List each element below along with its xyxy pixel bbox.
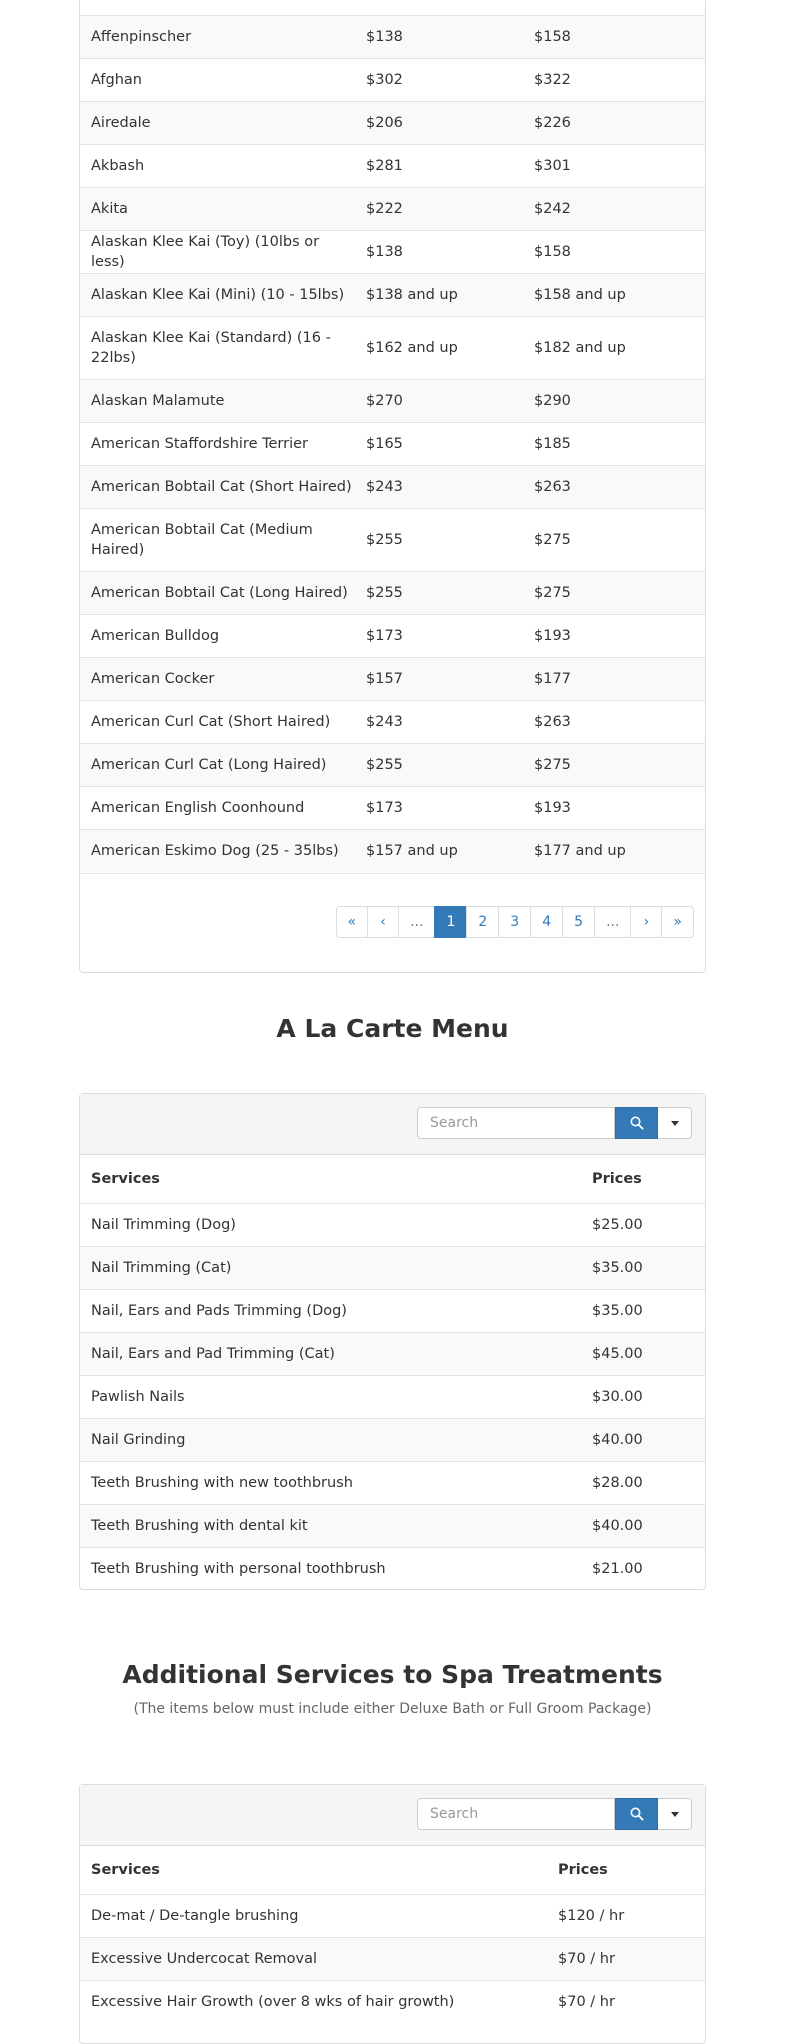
breed-name: Affenpinscher — [91, 29, 192, 45]
breed-name: American Bobtail Cat (Medium Haired) — [91, 522, 313, 558]
price-cell: $138 — [366, 244, 403, 260]
breed-table — [80, 15, 705, 872]
breed-name: Alaskan Klee Kai (Standard) (16 - 22lbs) — [91, 330, 331, 366]
price-cell: $322 — [534, 72, 571, 88]
breed-name: Afghan — [91, 72, 142, 88]
price-cell: $173 — [366, 800, 403, 816]
table-row — [80, 1375, 705, 1418]
table-row — [80, 273, 705, 316]
pagination-item[interactable]: 1 — [434, 906, 467, 938]
price-cell: $162 and up — [366, 340, 458, 356]
table-row — [80, 15, 705, 58]
breed-name: Akita — [91, 201, 128, 217]
additional-toolbar — [80, 1785, 705, 1846]
alacarte-search-input[interactable] — [417, 1107, 615, 1139]
table-row — [80, 1894, 705, 1937]
service-name: Nail Grinding — [91, 1432, 186, 1448]
price-cell: $281 — [366, 158, 403, 174]
breed-name: American Bulldog — [91, 628, 220, 644]
table-row — [80, 144, 705, 187]
table-row — [80, 1246, 705, 1289]
breed-name: Alaskan Klee Kai (Mini) (10 - 15lbs) — [91, 287, 345, 303]
price-cell: $165 — [366, 436, 403, 452]
price-cell: $158 — [534, 29, 571, 45]
service-name: Nail Trimming (Cat) — [91, 1260, 232, 1276]
service-price: $70 / hr — [558, 1951, 615, 1967]
service-name: Nail, Ears and Pads Trimming (Dog) — [91, 1303, 347, 1319]
section-title-additional: Additional Services to Spa Treatments — [122, 1660, 663, 1689]
breed-name: Alaskan Malamute — [91, 393, 225, 409]
breed-name: Alaskan Klee Kai (Toy) (10lbs or less) — [91, 234, 320, 270]
table-row — [80, 465, 705, 508]
table-row — [80, 379, 705, 422]
table-row — [80, 316, 705, 379]
caret-down-icon — [671, 1812, 679, 1817]
breed-price-panel — [79, 0, 706, 973]
service-price: $28.00 — [592, 1475, 643, 1491]
price-cell: $270 — [366, 393, 403, 409]
service-price: $45.00 — [592, 1346, 643, 1362]
additional-dropdown-button[interactable] — [658, 1798, 692, 1830]
price-cell: $255 — [366, 585, 403, 601]
breed-name: American Bobtail Cat (Long Haired) — [91, 585, 348, 601]
service-price: $30.00 — [592, 1389, 643, 1405]
price-cell: $157 and up — [366, 843, 458, 859]
additional-table-body — [80, 1894, 705, 2023]
price-cell: $275 — [534, 585, 571, 601]
service-name: Excessive Hair Growth (over 8 wks of hair growth) — [91, 1994, 455, 2010]
service-price: $40.00 — [592, 1518, 643, 1534]
table-row — [80, 614, 705, 657]
price-cell: $263 — [534, 479, 571, 495]
breed-name: American Cocker — [91, 671, 215, 687]
alacarte-table-header — [80, 1155, 705, 1203]
price-cell: $138 — [366, 29, 403, 45]
prices-header: Prices — [558, 1862, 608, 1878]
alacarte-toolbar — [80, 1094, 705, 1155]
service-price: $21.00 — [592, 1561, 643, 1577]
price-cell: $182 and up — [534, 340, 626, 356]
service-price: $35.00 — [592, 1260, 643, 1276]
price-cell: $290 — [534, 393, 571, 409]
breed-name: American English Coonhound — [91, 800, 305, 816]
alacarte-panel — [79, 1093, 706, 1590]
table-row — [80, 571, 705, 614]
price-cell: $222 — [366, 201, 403, 217]
breed-name: American Curl Cat (Long Haired) — [91, 757, 327, 773]
service-name: De-mat / De-tangle brushing — [91, 1908, 299, 1924]
service-name: Nail, Ears and Pad Trimming (Cat) — [91, 1346, 335, 1362]
service-name: Pawlish Nails — [91, 1389, 185, 1405]
service-price: $120 / hr — [558, 1908, 625, 1924]
table-row — [80, 1418, 705, 1461]
price-cell: $242 — [534, 201, 571, 217]
table-row — [80, 1980, 705, 2023]
service-price: $35.00 — [592, 1303, 643, 1319]
table-row — [80, 1332, 705, 1375]
table-row — [80, 1937, 705, 1980]
price-cell: $243 — [366, 479, 403, 495]
additional-search-group — [417, 1798, 692, 1830]
additional-table-header — [80, 1846, 705, 1894]
price-cell: $158 and up — [534, 287, 626, 303]
table-row — [80, 1461, 705, 1504]
table-row — [80, 1504, 705, 1547]
price-cell: $193 — [534, 628, 571, 644]
caret-down-icon — [671, 1121, 679, 1126]
alacarte-dropdown-button[interactable] — [658, 1107, 692, 1139]
breed-name: Airedale — [91, 115, 151, 131]
pagination-item[interactable]: 4 — [530, 906, 563, 938]
table-row — [80, 101, 705, 144]
table-row — [80, 187, 705, 230]
service-price: $40.00 — [592, 1432, 643, 1448]
price-cell: $263 — [534, 714, 571, 730]
table-row — [80, 657, 705, 700]
breed-name: Akbash — [91, 158, 145, 174]
price-cell: $206 — [366, 115, 403, 131]
table-row — [80, 786, 705, 829]
service-price: $25.00 — [592, 1217, 643, 1233]
services-header: Services — [91, 1862, 160, 1878]
table-row — [80, 829, 705, 872]
table-row — [80, 508, 705, 571]
table-row — [80, 1547, 705, 1590]
alacarte-table-body — [80, 1203, 705, 1590]
price-cell: $302 — [366, 72, 403, 88]
services-header: Services — [91, 1171, 160, 1187]
price-cell: $177 — [534, 671, 571, 687]
table-row — [80, 422, 705, 465]
price-cell: $193 — [534, 800, 571, 816]
pagination-item[interactable]: ‹ — [367, 906, 399, 938]
breed-name: American Bobtail Cat (Short Haired) — [91, 479, 352, 495]
table-row — [80, 230, 705, 273]
price-cell: $157 — [366, 671, 403, 687]
price-cell: $243 — [366, 714, 403, 730]
table-row — [80, 58, 705, 101]
table-row — [80, 1203, 705, 1246]
breed-name: American Curl Cat (Short Haired) — [91, 714, 331, 730]
price-cell: $275 — [534, 757, 571, 773]
pagination-item[interactable]: › — [630, 906, 662, 938]
service-name: Teeth Brushing with new toothbrush — [91, 1475, 353, 1491]
pagination — [337, 906, 694, 938]
breed-table-footer — [80, 873, 705, 974]
service-name: Excessive Undercocat Removal — [91, 1951, 318, 1967]
price-cell: $158 — [534, 244, 571, 260]
pagination-item[interactable]: « — [336, 906, 369, 938]
pagination-item[interactable]: ... — [594, 906, 631, 938]
pagination-item[interactable]: ... — [398, 906, 435, 938]
additional-search-input[interactable] — [417, 1798, 615, 1830]
section-subtitle-additional: (The items below must include either Deluxe Bath or Full Groom Package) — [133, 1701, 652, 1717]
price-cell: $275 — [534, 532, 571, 548]
service-name: Teeth Brushing with dental kit — [91, 1518, 308, 1534]
pagination-item[interactable]: 5 — [562, 906, 595, 938]
section-title-alacarte: A La Carte Menu — [276, 1014, 509, 1043]
breed-name: American Staffordshire Terrier — [91, 436, 308, 452]
price-cell: $185 — [534, 436, 571, 452]
service-price: $70 / hr — [558, 1994, 615, 2010]
alacarte-search-button[interactable] — [615, 1107, 658, 1139]
price-cell: $255 — [366, 532, 403, 548]
pagination-item[interactable]: 3 — [498, 906, 531, 938]
table-row — [80, 1289, 705, 1332]
search-icon — [630, 1116, 644, 1130]
table-row — [80, 743, 705, 786]
price-cell: $301 — [534, 158, 571, 174]
additional-panel — [79, 1784, 706, 2044]
table-row — [80, 700, 705, 743]
price-cell: $177 and up — [534, 843, 626, 859]
pagination-item[interactable]: » — [661, 906, 694, 938]
search-icon — [630, 1807, 644, 1821]
price-cell: $138 and up — [366, 287, 458, 303]
price-cell: $255 — [366, 757, 403, 773]
pagination-item[interactable]: 2 — [466, 906, 499, 938]
service-name: Nail Trimming (Dog) — [91, 1217, 236, 1233]
price-cell: $226 — [534, 115, 571, 131]
service-name: Teeth Brushing with personal toothbrush — [91, 1561, 386, 1577]
prices-header: Prices — [592, 1171, 642, 1187]
additional-search-button[interactable] — [615, 1798, 658, 1830]
breed-name: American Eskimo Dog (25 - 35lbs) — [91, 843, 339, 859]
price-cell: $173 — [366, 628, 403, 644]
alacarte-search-group — [417, 1107, 692, 1139]
